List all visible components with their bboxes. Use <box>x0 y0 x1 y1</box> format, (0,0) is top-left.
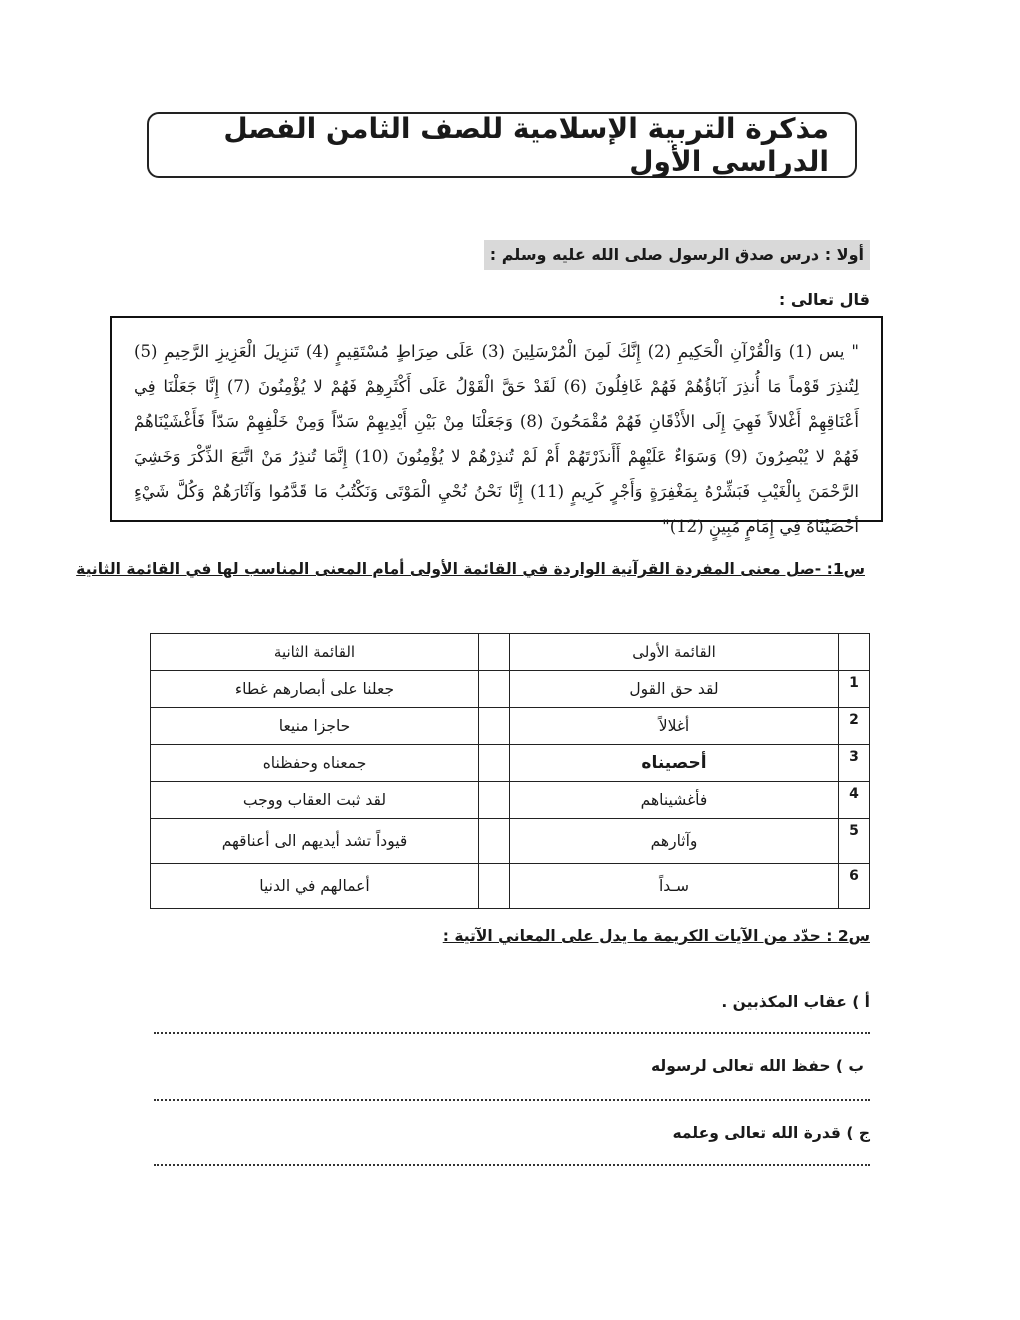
answer-cell[interactable] <box>479 671 510 708</box>
second-list-meaning: جعلنا على أبصارهم غطاء <box>151 671 479 708</box>
answer-cell[interactable] <box>479 782 510 819</box>
verse-intro: قال تعالى : <box>778 290 870 309</box>
row-number: 4 <box>839 782 870 819</box>
answer-cell[interactable] <box>479 745 510 782</box>
matching-table <box>150 633 870 909</box>
second-list-meaning: حاجزا منيعا <box>151 708 479 745</box>
answer-line-a[interactable] <box>154 1030 870 1034</box>
second-list-meaning: قيوداً تشد أيديهم الى أعناقهم <box>151 819 479 864</box>
header-second-list: القائمة الثانية <box>151 634 479 671</box>
question-2-item-a: أ ) عقاب المكذبين . <box>721 993 870 1011</box>
table-row <box>151 819 870 864</box>
question-2-item-b: ب ) حفظ الله تعالى لرسوله <box>651 1057 864 1075</box>
question-2-prompt: س2 : حدّد من الآيات الكريمة ما يدل على المعاني الآتية : <box>442 927 870 945</box>
header-first-list: القائمة الأولى <box>510 634 839 671</box>
header-num-cell <box>839 634 870 671</box>
question-2-item-c: ج ) قدرة الله تعالى وعلمه <box>672 1124 870 1142</box>
row-number: 3 <box>839 745 870 782</box>
second-list-meaning: أعمالهم في الدنيا <box>151 864 479 909</box>
verses-text: " يس (1) وَالْقُرْآنِ الْحَكِيمِ (2) إِنَّكَ لَمِنَ الْمُرْسَلِينَ (3) عَلَى صِرَاطٍ مُسْتَقِيمٍ (4) تَنزِيلَ الْعَزِيزِ الرَّحِيمِ (5) لِتُنذِرَ قَوْماً مَا أُنذِرَ آبَاؤُهُمْ فَهُمْ غَافِلُونَ (6) لَقَدْ حَقَّ الْقَوْلُ عَلَى أَكْثَرِهِمْ فَهُمْ لا يُؤْمِنُونَ (7) إِنَّا جَعَلْنَا فِي أَعْنَاقِهِمْ أَغْلالاً فَهِيَ إِلَى الأَذْقَانِ فَهُمْ مُقْمَحُونَ (8) وَجَعَلْنَا مِنْ بَيْنِ أَيْدِيهِمْ سَدّاً وَمِنْ خَلْفِهِمْ سَدّاً فَأَغْشَيْنَاهُمْ فَهُمْ لا يُبْصِرُونَ (9) وَسَوَاءٌ عَلَيْهِمْ أَأَنذَرْتَهُمْ أَمْ لَمْ تُنذِرْهُمْ لا يُؤْمِنُونَ (10) إِنَّمَا تُنذِرُ مَنْ اتَّبَعَ الذِّكْرَ وَخَشِيَ الرَّحْمَنَ بِالْغَيْبِ فَبَشِّرْهُ بِمَغْفِرَةٍ وَأَجْرٍ كَرِيمٍ (11) إِنَّا نَحْنُ نُحْيِ الْمَوْتَى وَنَكْتُبُ مَا قَدَّمُوا وَآثَارَهُمْ وَكُلَّ شَيْءٍ أحْصَيْنَاهُ فِي إِمَامٍ مُبِينٍ (12)" <box>134 342 859 536</box>
table-row <box>151 782 870 819</box>
row-number: 5 <box>839 819 870 864</box>
row-number: 1 <box>839 671 870 708</box>
table-row <box>151 708 870 745</box>
first-list-term: فأغشيناهم <box>510 782 839 819</box>
table-row <box>151 864 870 909</box>
lesson-heading: أولا : درس صدق الرسول صلى الله عليه وسلم : <box>484 240 870 270</box>
answer-cell[interactable] <box>479 819 510 864</box>
second-list-meaning: جمعناه وحفظناه <box>151 745 479 782</box>
row-number: 2 <box>839 708 870 745</box>
first-list-term: لقد حق القول <box>510 671 839 708</box>
answer-line-b[interactable] <box>154 1097 870 1101</box>
question-1-prompt: س1: -صل معنى المفردة القرآنية الواردة في القائمة الأولى أمام المعنى المناسب لها في القائمة الثانية <box>76 560 865 578</box>
second-list-meaning: لقد ثبت العقاب ووجب <box>151 782 479 819</box>
answer-cell[interactable] <box>479 864 510 909</box>
table-header-row <box>151 634 870 671</box>
first-list-term: سـداً <box>510 864 839 909</box>
answer-line-c[interactable] <box>154 1162 870 1166</box>
first-list-term: أحصيناه <box>510 745 839 782</box>
header-gap-cell <box>479 634 510 671</box>
page-title: مذكرة التربية الإسلامية للصف الثامن الفصل الدراسي الأول <box>223 112 829 178</box>
table-row <box>151 745 870 782</box>
verses-box <box>110 316 883 536</box>
table-row <box>151 671 870 708</box>
row-number: 6 <box>839 864 870 909</box>
first-list-term: أغلالاً <box>510 708 839 745</box>
page-title-box <box>147 112 857 178</box>
answer-cell[interactable] <box>479 708 510 745</box>
first-list-term: وآثارهم <box>510 819 839 864</box>
